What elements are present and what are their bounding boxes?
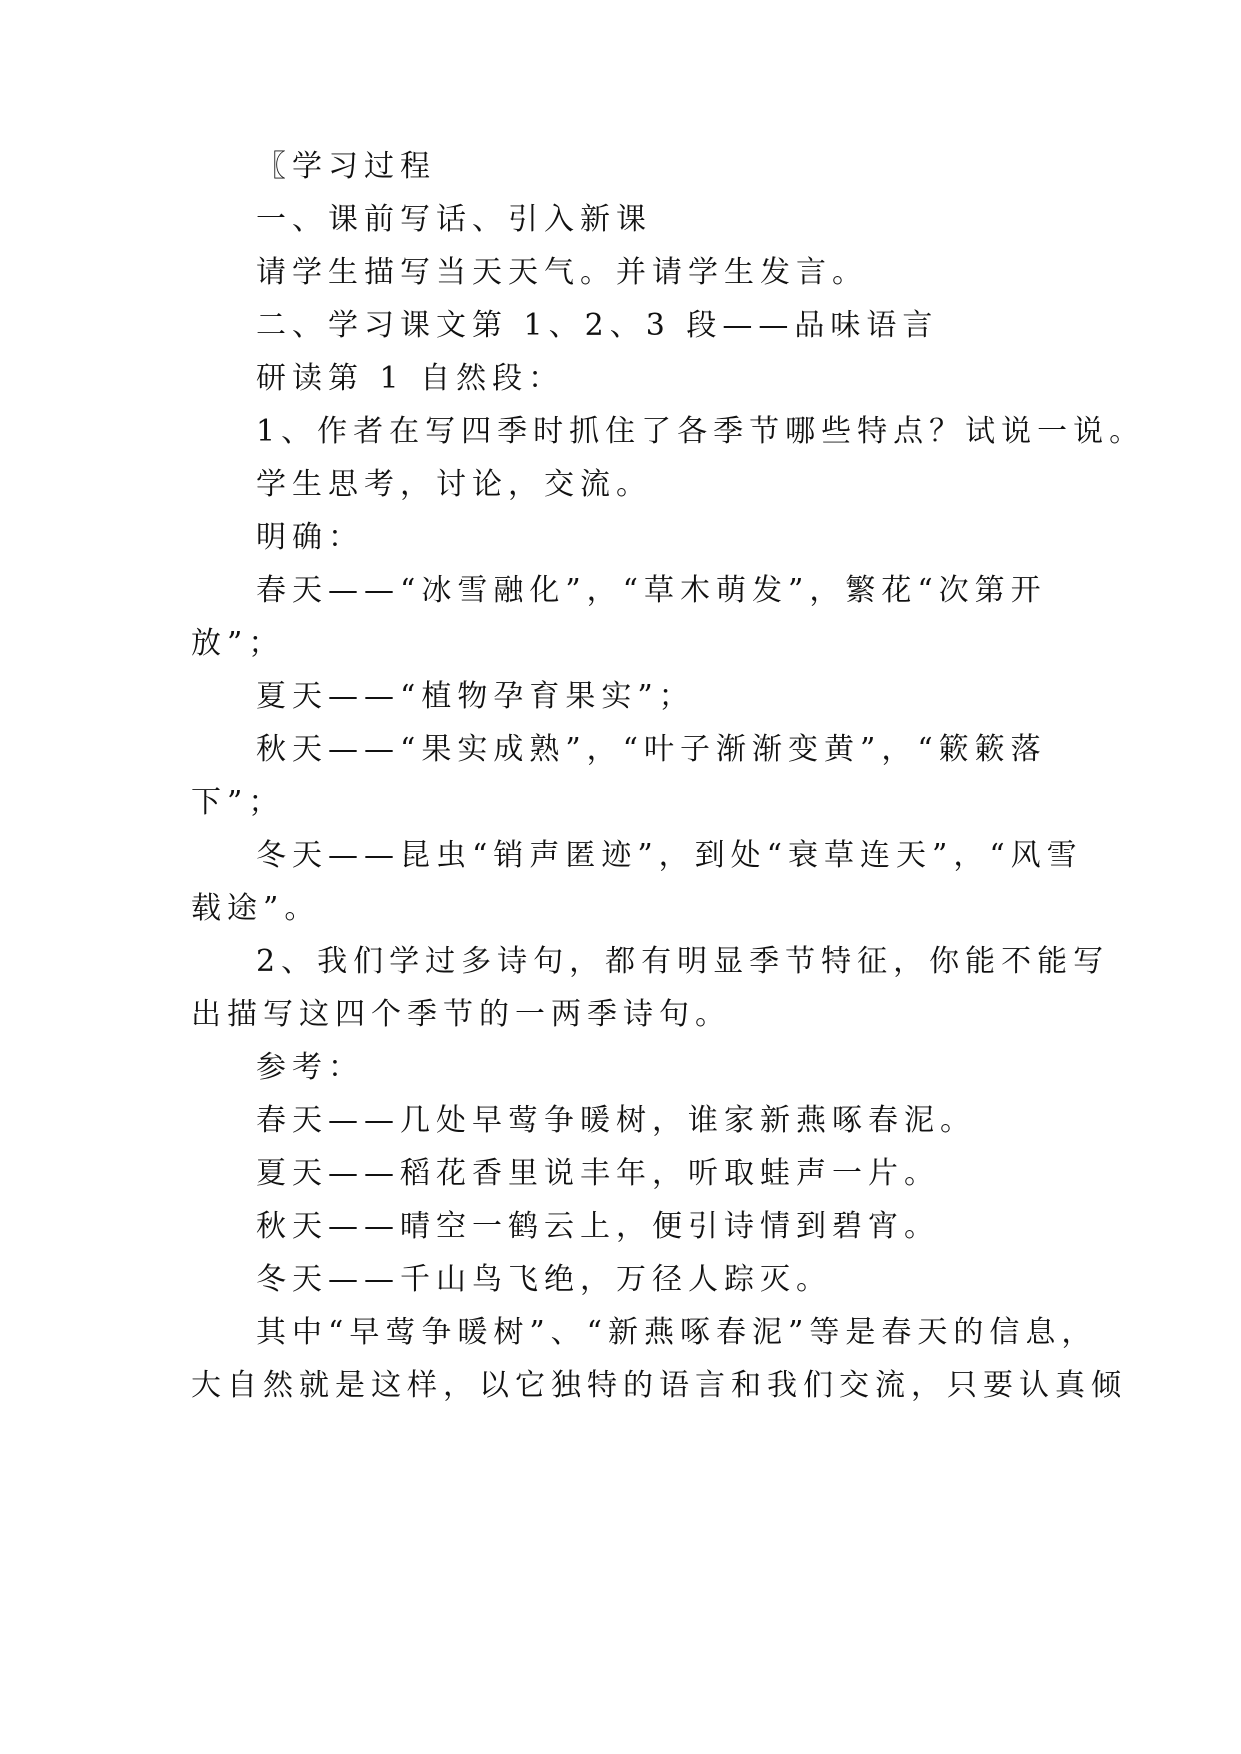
paragraph-line: 冬天——千山鸟飞绝，万径人踪灭。 <box>256 1262 832 1297</box>
paragraph-line: 大自然就是这样，以它独特的语言和我们交流，只要认真倾 <box>191 1368 1127 1403</box>
paragraph-line: 春天——“冰雪融化”，“草木萌发”，繁花“次第开 <box>256 573 1047 608</box>
paragraph-line: 学生思考，讨论，交流。 <box>256 467 652 502</box>
paragraph-line: 出描写这四个季节的一两季诗句。 <box>191 997 731 1032</box>
section-heading-study-text: 二、学习课文第 1、2、3 段——品味语言 <box>256 308 939 343</box>
paragraph-line: 请学生描写当天天气。并请学生发言。 <box>256 255 868 290</box>
paragraph-line: 其中“早莺争暖树”、“新燕啄春泥”等是春天的信息， <box>256 1315 1098 1350</box>
paragraph-line: 春天——几处早莺争暖树，谁家新燕啄春泥。 <box>256 1103 976 1138</box>
paragraph-line: 参考： <box>256 1050 364 1085</box>
paragraph-line: 载途”。 <box>191 891 321 926</box>
paragraph-line: 放”； <box>191 626 285 661</box>
paragraph-line: 夏天——稻花香里说丰年，听取蛙声一片。 <box>256 1156 940 1191</box>
paragraph-line: 下”； <box>191 785 285 820</box>
section-heading-learning-process: 〖学习过程 <box>256 149 436 184</box>
paragraph-line: 研读第 1 自然段： <box>256 361 565 396</box>
question-2: 2、我们学过多诗句，都有明显季节特征，你能不能写 <box>256 944 1110 979</box>
paragraph-line: 夏天——“植物孕育果实”； <box>256 679 695 714</box>
paragraph-line: 冬天——昆虫“销声匿迹”，到处“衰草连天”，“风雪 <box>256 838 1083 873</box>
section-heading-pre-class-writing: 一、课前写话、引入新课 <box>256 202 652 237</box>
paragraph-line: 秋天——晴空一鹤云上，便引诗情到碧宵。 <box>256 1209 940 1244</box>
paragraph-line: 秋天——“果实成熟”，“叶子渐渐变黄”，“簌簌落 <box>256 732 1047 767</box>
question-1: 1、作者在写四季时抓住了各季节哪些特点？试说一说。 <box>256 414 1146 449</box>
paragraph-line: 明确： <box>256 520 364 555</box>
